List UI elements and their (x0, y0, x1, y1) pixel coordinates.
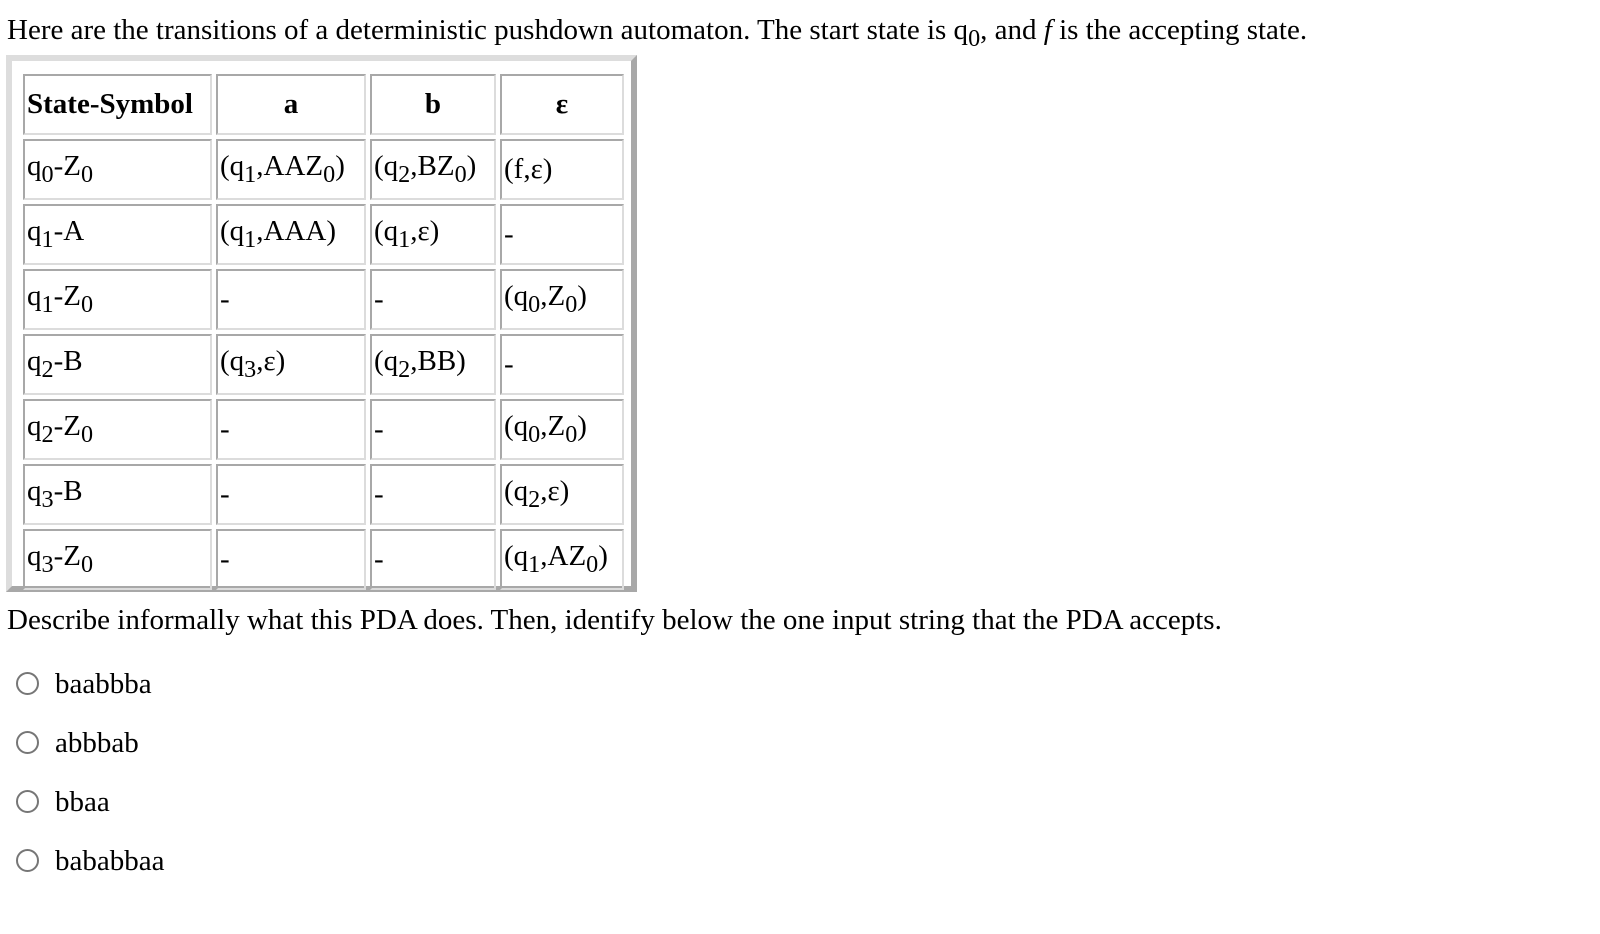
subscript: 3 (41, 550, 54, 578)
cell-text: ,AAZ (256, 150, 324, 183)
cell-text: ) (598, 540, 608, 573)
cell-text: ) (335, 150, 345, 183)
intro-text: , and (980, 14, 1044, 46)
subscript: 0 (41, 160, 54, 188)
cell-text: ,ε) (256, 345, 286, 378)
cell-on-b (370, 334, 496, 395)
cell-text: (q (220, 345, 245, 378)
cell-text: q (27, 475, 42, 508)
subscript: 1 (244, 160, 257, 188)
radio-button[interactable] (16, 849, 39, 872)
cell-text: (f,ε) (504, 153, 553, 185)
cell-text: - (374, 478, 384, 510)
table-row (23, 399, 624, 460)
subscript: 2 (528, 485, 541, 513)
table-row (23, 139, 624, 200)
problem-intro (7, 10, 1307, 59)
cell-on-a (216, 464, 366, 525)
cell-on-b (370, 269, 496, 330)
cell-on-epsilon (500, 399, 624, 460)
cell-text: (q (504, 540, 529, 573)
table-row (23, 204, 624, 265)
cell-on-epsilon (500, 334, 624, 395)
option-label: baabbba (55, 667, 152, 700)
cell-text: - (504, 348, 514, 380)
question-text: Describe informally what this PDA does. Then, identify below the one input string that the PDA accepts. (7, 604, 1222, 636)
cell-text: - (220, 283, 230, 315)
cell-text: (q (504, 475, 529, 508)
cell-text: - (220, 543, 230, 575)
cell-on-epsilon (500, 204, 624, 265)
subscript: 0 (80, 160, 94, 188)
subscript: 2 (41, 420, 54, 448)
header-epsilon: ε (500, 74, 624, 135)
cell-text: -Z (53, 150, 81, 183)
cell-state-symbol (23, 529, 212, 590)
option-label: bababbaa (55, 844, 165, 877)
cell-text: q (27, 410, 42, 443)
cell-text: ) (577, 410, 587, 443)
cell-text: -Z (53, 280, 81, 313)
cell-text: (q (374, 215, 399, 248)
subscript: 2 (398, 355, 411, 383)
option-bababbaa[interactable] (16, 831, 165, 890)
cell-text: - (374, 413, 384, 445)
cell-text: (q (504, 280, 529, 313)
subscript: 0 (80, 420, 94, 448)
subscript: 0 (528, 290, 541, 318)
cell-text: ) (466, 150, 477, 183)
header-state-symbol: State-Symbol (23, 74, 212, 135)
cell-on-b (370, 529, 496, 590)
subscript: 0 (454, 160, 467, 188)
cell-text: - (504, 218, 514, 250)
subscript: 3 (244, 355, 257, 383)
cell-state-symbol (23, 269, 212, 330)
cell-text: ,AZ (540, 540, 587, 573)
subscript: 3 (41, 485, 54, 513)
cell-text: q (27, 540, 42, 573)
cell-on-a (216, 399, 366, 460)
cell-on-epsilon (500, 529, 624, 590)
cell-text: ,AAA) (256, 215, 336, 248)
cell-on-a (216, 529, 366, 590)
cell-text: - (374, 283, 384, 315)
subscript: 0 (586, 550, 599, 578)
cell-on-a (216, 334, 366, 395)
transition-table-frame (6, 55, 637, 592)
cell-text: - (220, 413, 230, 445)
cell-text: -Z (53, 540, 81, 573)
start-state-subscript: 0 (968, 24, 981, 52)
cell-text: -Z (53, 410, 81, 443)
cell-state-symbol (23, 204, 212, 265)
subscript: 2 (41, 355, 54, 383)
cell-text: - (220, 478, 230, 510)
intro-text: is the accepting state. (1051, 14, 1308, 46)
header-a: a (216, 74, 366, 135)
cell-text: (q (374, 150, 399, 183)
option-abbbab[interactable] (16, 713, 165, 772)
subscript: 0 (80, 550, 94, 578)
cell-text: q (27, 215, 42, 248)
option-baabbba[interactable] (16, 654, 165, 713)
cell-text: ,ε) (540, 475, 570, 508)
option-label: bbaa (55, 785, 110, 818)
cell-on-b (370, 464, 496, 525)
subscript: 1 (41, 225, 54, 253)
cell-text: (q (220, 150, 245, 183)
answer-options (16, 654, 165, 890)
table-row (23, 464, 624, 525)
cell-text: - (374, 543, 384, 575)
cell-text: ,Z (540, 280, 566, 313)
table-body (23, 139, 624, 590)
cell-text: (q (504, 410, 529, 443)
table-row (23, 334, 624, 395)
table-row (23, 529, 624, 590)
cell-text: q (27, 280, 42, 313)
option-label: abbbab (55, 726, 139, 759)
cell-text: ,BB) (410, 345, 466, 378)
transition-table (19, 70, 628, 594)
cell-state-symbol (23, 139, 212, 200)
cell-text: (q (374, 345, 399, 378)
cell-on-a (216, 139, 366, 200)
cell-text: -B (53, 345, 83, 378)
cell-state-symbol (23, 399, 212, 460)
cell-on-b (370, 399, 496, 460)
cell-text: q (27, 150, 42, 183)
subscript: 0 (323, 160, 336, 188)
cell-text: ) (577, 280, 587, 313)
cell-text: -B (53, 475, 83, 508)
option-bbaa[interactable] (16, 772, 165, 831)
subscript: 0 (528, 420, 541, 448)
subscript: 2 (398, 160, 411, 188)
cell-on-b (370, 139, 496, 200)
subscript: 0 (80, 290, 94, 318)
cell-on-a (216, 204, 366, 265)
cell-on-a (216, 269, 366, 330)
cell-text: ,BZ (410, 150, 455, 183)
table-row (23, 269, 624, 330)
radio-button[interactable] (16, 731, 39, 754)
radio-button[interactable] (16, 672, 39, 695)
cell-on-epsilon (500, 139, 624, 200)
cell-on-epsilon (500, 464, 624, 525)
subscript: 1 (398, 225, 411, 253)
cell-on-b (370, 204, 496, 265)
intro-text: Here are the transitions of a deterministic pushdown automaton. The start state is q (7, 14, 969, 46)
radio-button[interactable] (16, 790, 39, 813)
subscript: 0 (565, 420, 578, 448)
cell-state-symbol (23, 464, 212, 525)
subscript: 1 (528, 550, 541, 578)
cell-on-epsilon (500, 269, 624, 330)
cell-text: ,ε) (410, 215, 440, 248)
subscript: 1 (244, 225, 257, 253)
cell-state-symbol (23, 334, 212, 395)
cell-text: q (27, 345, 42, 378)
header-b: b (370, 74, 496, 135)
cell-text: -A (53, 215, 85, 248)
table-header-row (23, 74, 624, 135)
cell-text: ,Z (540, 410, 566, 443)
subscript: 0 (565, 290, 578, 318)
subscript: 1 (41, 290, 54, 318)
cell-text: (q (220, 215, 245, 248)
accepting-state-symbol: f (1043, 14, 1052, 46)
